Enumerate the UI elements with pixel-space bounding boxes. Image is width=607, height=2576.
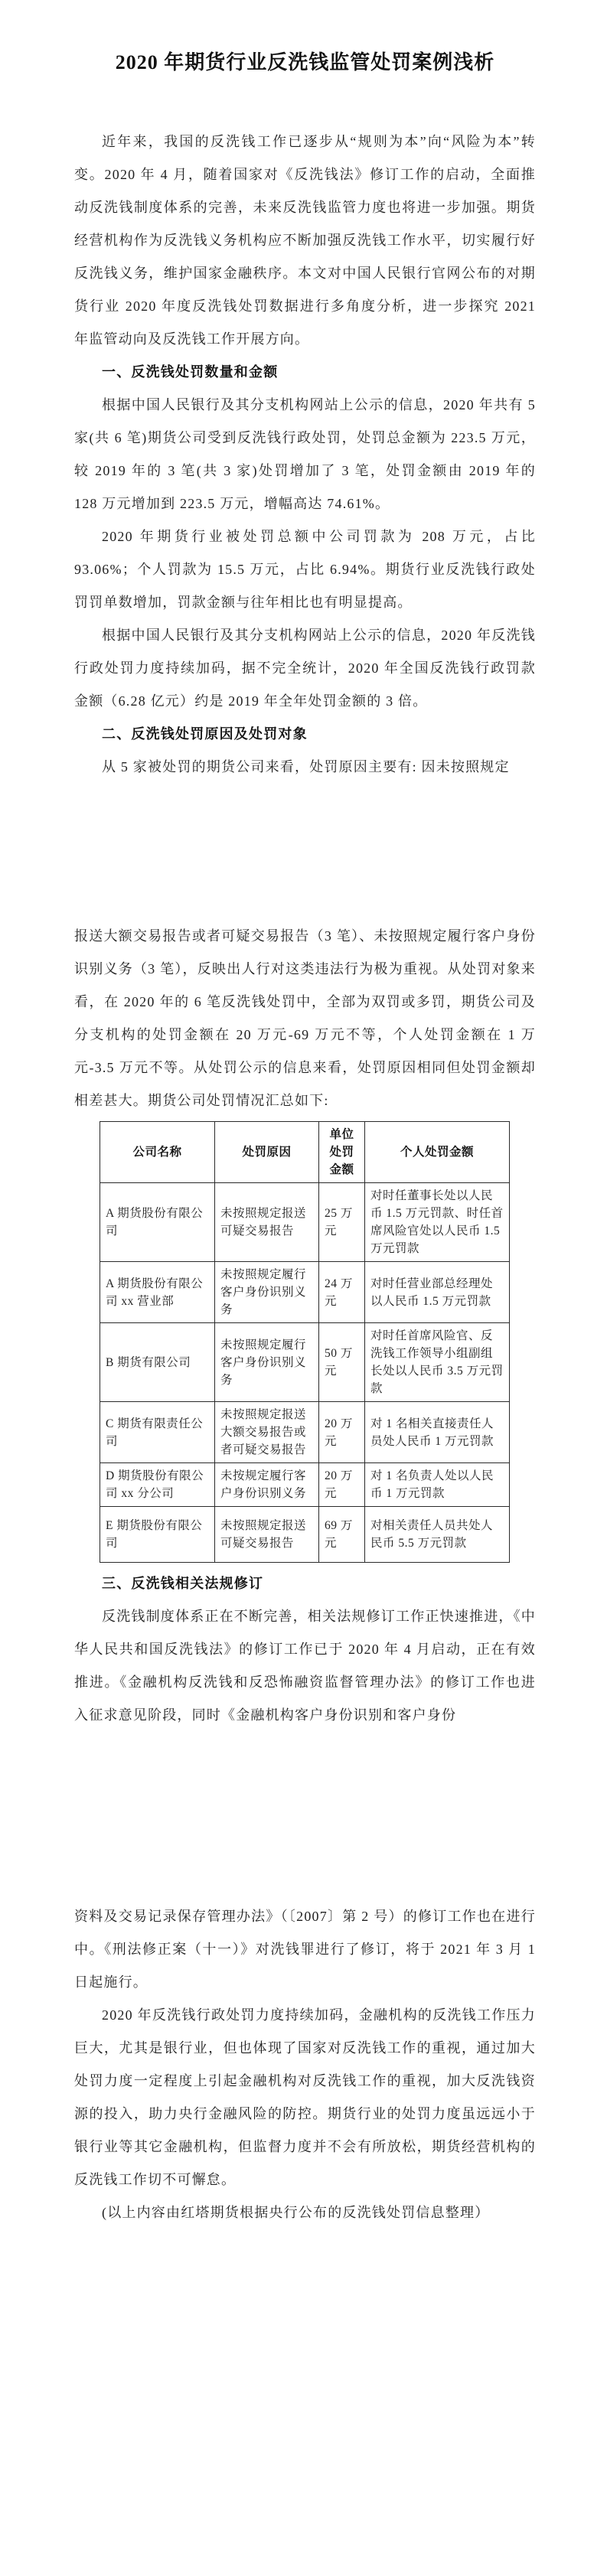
- cell-personal-fine: 对 1 名相关直接责任人员处人民币 1 万元罚款: [365, 1402, 510, 1463]
- header-company: 公司名称: [100, 1122, 215, 1183]
- page-break-gap-1: [74, 784, 536, 920]
- cell-personal-fine: 对时任首席风险官、反洗钱工作领导小组副组长处以人民币 3.5 万元罚款: [365, 1323, 510, 1402]
- regulation-revision-paragraph-part2: 资料及交易记录保存管理办法》（〔2007〕第 2 号）的修订工作也在进行中。《刑法修正案（十一）》对洗钱罪进行了修订，将于 2021 年 3 月 1 日起施行。: [74, 1909, 536, 1990]
- table-row: [100, 1402, 510, 1463]
- table-row: [100, 1262, 510, 1323]
- source-note-paragraph: (以上内容由红塔期货根据央行公布的反洗钱处罚信息整理）: [102, 2205, 490, 2220]
- cell-reason: 未按照规定报送可疑交易报告: [215, 1507, 319, 1563]
- intro-paragraph: 近年来，我国的反洗钱工作已逐步从“规则为本”向“风险为本”转变。2020 年 4 月，随着国家对《反洗钱法》修订工作的启动，全面推动反洗钱制度体系的完善，未来反洗钱监管力度也将进一步加强。期货经营机构作为反洗钱义务机构应不断加强反洗钱工作水平，切实履行好反洗钱义务，维护国家金融秩序。本文对中国人民银行官网公布的对期货行业 2020 年度反洗钱处罚数据进行多角度分析，进一步探究 2021 年监管动向及反洗钱工作开展方向。: [74, 134, 536, 347]
- doc-title: 2020 年期货行业反洗钱监管处罚案例浅析: [115, 51, 495, 73]
- penalty-table: [100, 1121, 510, 1563]
- cell-personal-fine: 对相关责任人员共处人民币 5.5 万元罚款: [365, 1507, 510, 1563]
- cell-reason: 未按照规定履行客户身份识别义务: [215, 1262, 319, 1323]
- national-penalty-paragraph: 根据中国人民银行及其分支机构网站上公示的信息，2020 年反洗钱行政处罚力度持续加码，据不完全统计，2020 年全国反洗钱行政罚款金额（6.28 亿元）约是 2019 年全年处罚金额的 3 倍。: [74, 628, 536, 709]
- cell-company: A 期货股份有限公司: [100, 1183, 215, 1262]
- header-unit-fine: 单位处罚金额: [319, 1122, 365, 1183]
- section-heading-1: 一、反洗钱处罚数量和金额: [102, 364, 279, 380]
- section-heading-3: 三、反洗钱相关法规修订: [102, 1576, 264, 1591]
- cell-reason: 未按照规定报送可疑交易报告: [215, 1183, 319, 1262]
- penalty-reason-paragraph-part1: 从 5 家被处罚的期货公司来看，处罚原因主要有: 因未按照规定: [102, 759, 510, 774]
- cell-unit-fine: 69 万元: [319, 1507, 365, 1563]
- table-row: [100, 1507, 510, 1563]
- cell-personal-fine: 对时任营业部总经理处以人民币 1.5 万元罚款: [365, 1262, 510, 1323]
- penalty-count-paragraph: 根据中国人民银行及其分支机构网站上公示的信息，2020 年共有 5 家(共 6 笔)期货公司受到反洗钱行政处罚，处罚总金额为 223.5 万元，较 2019 年的 3 笔(共 3 家)处罚增加了 3 笔，处罚金额由 2019 年的 128 万元增加到 223.5 万元，增幅高达 74.61%。: [74, 397, 536, 511]
- cell-reason: 未按规定履行客户身份识别义务: [215, 1463, 319, 1507]
- penalty-amount-paragraph: 2020 年期货行业被处罚总额中公司罚款为 208 万元，占比 93.06%；个人罚款为 15.5 万元，占比 6.94%。期货行业反洗钱行政处罚罚单数增加，罚款金额与往年相比也有明显提高。: [74, 529, 536, 610]
- cell-company: D 期货股份有限公司 xx 分公司: [100, 1463, 215, 1507]
- cell-company: B 期货有限公司: [100, 1323, 215, 1402]
- cell-unit-fine: 25 万元: [319, 1183, 365, 1262]
- cell-company: E 期货股份有限公司: [100, 1507, 215, 1563]
- cell-company: A 期货股份有限公司 xx 营业部: [100, 1262, 215, 1323]
- table-row: [100, 1183, 510, 1262]
- regulation-revision-paragraph-part1: 反洗钱制度体系正在不断完善，相关法规修订工作正快速推进，《中华人民共和国反洗钱法》的修订工作已于 2020 年 4 月启动，正在有效推进。《金融机构反洗钱和反恐怖融资监督管理办法》的修订工作也进入征求意见阶段，同时《金融机构客户身份识别和客户身份: [74, 1609, 536, 1723]
- cell-personal-fine: 对 1 名负责人处以人民币 1 万元罚款: [365, 1463, 510, 1507]
- cell-unit-fine: 24 万元: [319, 1262, 365, 1323]
- conclusion-paragraph: 2020 年反洗钱行政处罚力度持续加码，金融机构的反洗钱工作压力巨大，尤其是银行业，但也体现了国家对反洗钱工作的重视，通过加大处罚力度一定程度上引起金融机构对反洗钱工作的重视，加大反洗钱资源的投入，助力央行金融风险的防控。期货行业的处罚力度虽远远小于银行业等其它金融机构，但监督力度并不会有所放松，期货经营机构的反洗钱工作切不可懈怠。: [74, 2007, 536, 2187]
- cell-unit-fine: 20 万元: [319, 1402, 365, 1463]
- cell-personal-fine: 对时任董事长处以人民币 1.5 万元罚款、时任首席风险官处以人民币 1.5 万元罚款: [365, 1183, 510, 1262]
- cell-unit-fine: 20 万元: [319, 1463, 365, 1507]
- table-header-row: [100, 1122, 510, 1183]
- page-break-gap-2: [74, 1732, 536, 1900]
- penalty-reason-paragraph-part2: 报送大额交易报告或者可疑交易报告（3 笔）、未按照规定履行客户身份识别义务（3 笔），反映出人行对这类违法行为极为重视。从处罚对象来看，在 2020 年的 6 笔反洗钱处罚中，全部为双罚或多罚，期货公司及分支机构的处罚金额在 20 万元-69 万元不等，个人处罚金额在 1 万元-3.5 万元不等。从处罚公示的信息来看，处罚原因相同但处罚金额却相差甚大。期货公司处罚情况汇总如下:: [74, 928, 536, 1108]
- cell-reason: 未按照规定报送大额交易报告或者可疑交易报告: [215, 1402, 319, 1463]
- cell-reason: 未按照规定履行客户身份识别义务: [215, 1323, 319, 1402]
- header-reason: 处罚原因: [215, 1122, 319, 1183]
- header-personal-fine: 个人处罚金额: [365, 1122, 510, 1183]
- cell-unit-fine: 50 万元: [319, 1323, 365, 1402]
- section-heading-2: 二、反洗钱处罚原因及处罚对象: [102, 726, 308, 742]
- table-row: [100, 1463, 510, 1507]
- table-row: [100, 1323, 510, 1402]
- cell-company: C 期货有限责任公司: [100, 1402, 215, 1463]
